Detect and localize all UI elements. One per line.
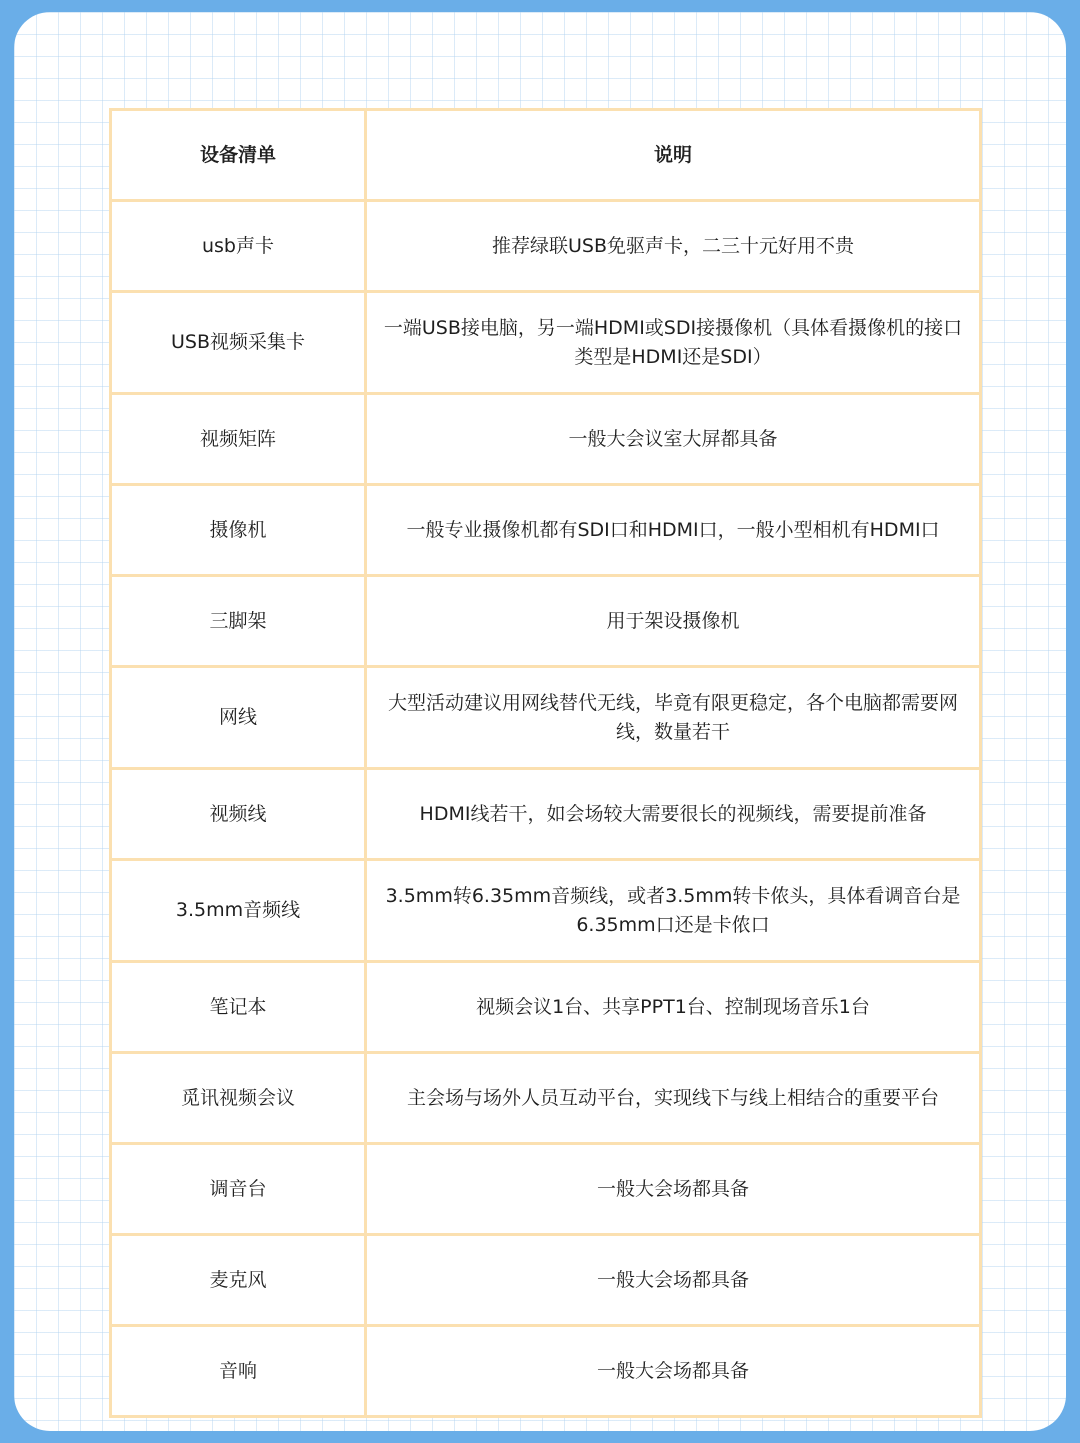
header-equipment-list: 设备清单	[111, 110, 366, 201]
equipment-name: 三脚架	[111, 576, 366, 667]
equipment-name: USB视频采集卡	[111, 292, 366, 394]
equipment-name: 摄像机	[111, 485, 366, 576]
equipment-description: 一般大会议室大屏都具备	[366, 394, 981, 485]
table-row	[111, 394, 981, 485]
table-body	[111, 201, 981, 1417]
equipment-name: 觅讯视频会议	[111, 1053, 366, 1144]
table-row	[111, 962, 981, 1053]
equipment-name: 音响	[111, 1326, 366, 1417]
equipment-name: 网线	[111, 667, 366, 769]
table-row	[111, 201, 981, 292]
equipment-name: 3.5mm音频线	[111, 860, 366, 962]
equipment-description: 3.5mm转6.35mm音频线，或者3.5mm转卡侬头，具体看调音台是6.35mm口还是卡侬口	[366, 860, 981, 962]
table-row	[111, 1235, 981, 1326]
equipment-description: 一般大会场都具备	[366, 1144, 981, 1235]
table-row	[111, 1326, 981, 1417]
equipment-description: 视频会议1台、共享PPT1台、控制现场音乐1台	[366, 962, 981, 1053]
equipment-table	[109, 108, 982, 1418]
equipment-description: 用于架设摄像机	[366, 576, 981, 667]
table-row	[111, 667, 981, 769]
equipment-description: 一般专业摄像机都有SDI口和HDMI口，一般小型相机有HDMI口	[366, 485, 981, 576]
equipment-name: 调音台	[111, 1144, 366, 1235]
equipment-name: 视频矩阵	[111, 394, 366, 485]
equipment-description: 一端USB接电脑，另一端HDMI或SDI接摄像机（具体看摄像机的接口类型是HDMI还是SDI）	[366, 292, 981, 394]
equipment-description: HDMI线若干，如会场较大需要很长的视频线，需要提前准备	[366, 769, 981, 860]
equipment-description: 大型活动建议用网线替代无线，毕竟有限更稳定，各个电脑都需要网线，数量若干	[366, 667, 981, 769]
equipment-description: 一般大会场都具备	[366, 1235, 981, 1326]
equipment-name: 笔记本	[111, 962, 366, 1053]
table-row	[111, 1053, 981, 1144]
equipment-description: 主会场与场外人员互动平台，实现线下与线上相结合的重要平台	[366, 1053, 981, 1144]
document-card	[14, 12, 1066, 1431]
equipment-name: 视频线	[111, 769, 366, 860]
equipment-name: 麦克风	[111, 1235, 366, 1326]
table-row	[111, 576, 981, 667]
table-row	[111, 769, 981, 860]
equipment-description: 推荐绿联USB免驱声卡，二三十元好用不贵	[366, 201, 981, 292]
equipment-description: 一般大会场都具备	[366, 1326, 981, 1417]
table-row	[111, 860, 981, 962]
table-row	[111, 292, 981, 394]
header-description: 说明	[366, 110, 981, 201]
table-row	[111, 485, 981, 576]
equipment-name: usb声卡	[111, 201, 366, 292]
table-header-row	[111, 110, 981, 201]
table-row	[111, 1144, 981, 1235]
